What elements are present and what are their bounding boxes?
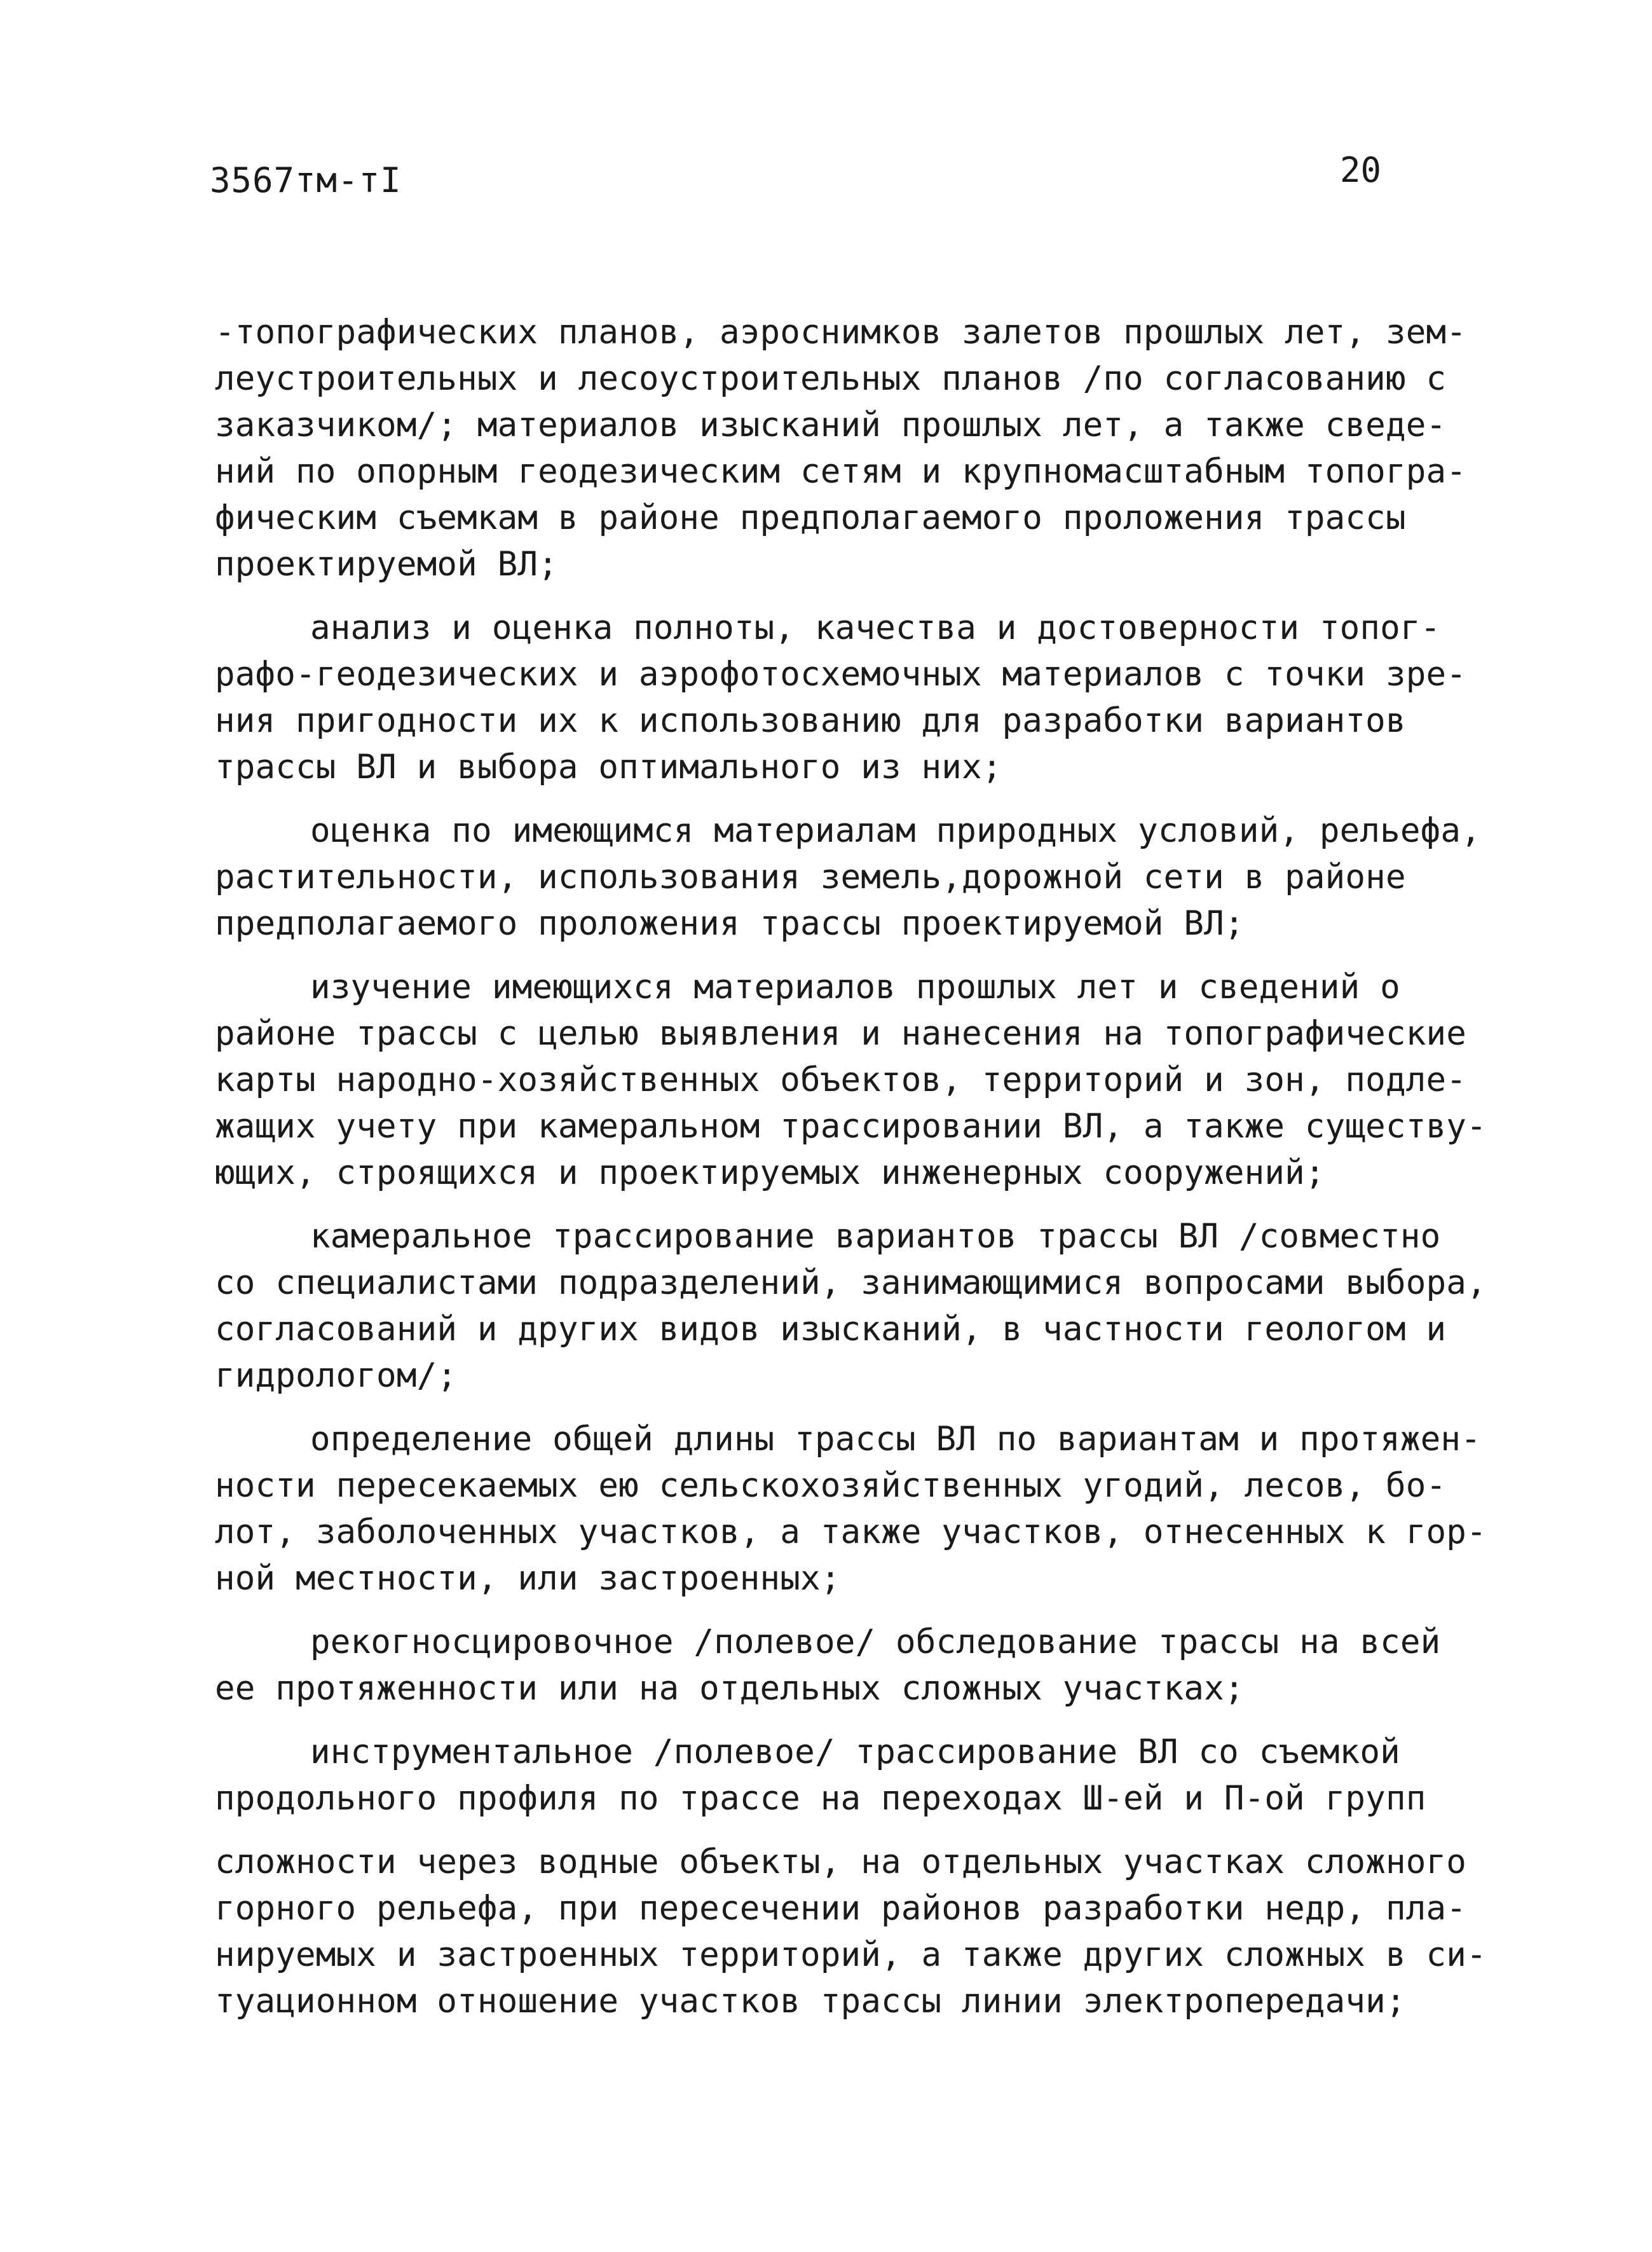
paragraph-study-materials xyxy=(215,964,1487,1196)
text-line: проектируемой ВЛ; xyxy=(215,545,558,584)
text-line: согласований и других видов изысканий, в частности геологом и xyxy=(215,1310,1447,1349)
text-line: камеральное трассирование вариантов трассы ВЛ /совместно xyxy=(310,1217,1441,1256)
text-line: -топографических планов, аэроснимков залетов прошлых лет, зем- xyxy=(215,313,1466,352)
text-line: заказчиком/; материалов изысканий прошлых лет, а также сведе- xyxy=(215,406,1447,444)
text-line: рекогносцировочное /полевое/ обследование трассы на всей xyxy=(310,1623,1441,1661)
text-line: ния пригодности их к использованию для разработки вариантов xyxy=(215,701,1406,740)
text-line: растительности, использования земель,дорожной сети в районе xyxy=(215,858,1406,896)
text-line: карты народно-хозяйственных объектов, территорий и зон, подле- xyxy=(215,1061,1466,1099)
text-line: продольного профиля по трассе на переходах Ш-ей и П-ой групп xyxy=(215,1779,1426,1818)
paragraph-natural-conditions xyxy=(215,807,1481,947)
text-line: предполагаемого проложения трассы проектируемой ВЛ; xyxy=(215,904,1245,943)
text-line: ной местности, или застроенных; xyxy=(215,1559,841,1598)
paragraph-analysis xyxy=(215,605,1466,790)
paragraph-reconnaissance xyxy=(215,1619,1448,1712)
body-text xyxy=(215,309,1487,2024)
text-line: фическим съемкам в районе предполагаемого проложения трассы xyxy=(215,498,1406,537)
paragraph-route-length xyxy=(215,1416,1487,1602)
paragraph-field-routing xyxy=(215,1729,1448,1822)
text-line: районе трассы с целью выявления и нанесения на топографические xyxy=(215,1014,1466,1053)
text-line: оценка по имеющимся материалам природных условий, рельефа, xyxy=(310,811,1481,850)
text-line: ющих, строящихся и проектируемых инженерных сооружений; xyxy=(215,1153,1325,1192)
text-line: инструментальное /полевое/ трассирование ВЛ со съемкой xyxy=(310,1733,1400,1771)
text-line: изучение имеющихся материалов прошлых лет и сведений о xyxy=(310,968,1400,1006)
paragraph-field-routing-continued xyxy=(215,1839,1487,2024)
text-line: ний по опорным геодезическим сетям и крупномасштабным топогра- xyxy=(215,452,1466,491)
text-line: ее протяженности или на отдельных сложных участках; xyxy=(215,1669,1245,1708)
text-line: со специалистами подразделений, занимающимися вопросами выбора, xyxy=(215,1263,1487,1302)
text-line: определение общей длины трассы ВЛ по вариантам и протяжен- xyxy=(310,1420,1481,1459)
text-line: трассы ВЛ и выбора оптимального из них; xyxy=(215,748,1002,786)
paragraph-sources xyxy=(215,309,1466,587)
page-number: 20 xyxy=(1340,150,1382,190)
paragraph-desk-routing xyxy=(215,1213,1487,1399)
text-line: анализ и оценка полноты, качества и достоверности топог- xyxy=(310,608,1441,647)
text-line: туационном отношение участков трассы линии электропередачи; xyxy=(215,1982,1406,2021)
text-line: горного рельефа, при пересечении районов разработки недр, пла- xyxy=(215,1889,1466,1928)
text-line: сложности через водные объекты, на отдельных участках сложного xyxy=(215,1843,1466,1881)
document-code: 3567тм-тI xyxy=(210,160,402,200)
text-line: леустроительных и лесоустроительных планов /по согласованию с xyxy=(215,359,1447,398)
text-line: жащих учету при камеральном трассировании ВЛ, а также существу- xyxy=(215,1107,1487,1146)
text-line: гидрологом/; xyxy=(215,1356,458,1395)
text-line: лот, заболоченных участков, а также участков, отнесенных к гор- xyxy=(215,1513,1487,1551)
text-line: рафо-геодезических и аэрофотосхемочных материалов с точки зре- xyxy=(215,655,1466,694)
text-line: нируемых и застроенных территорий, а также других сложных в си- xyxy=(215,1935,1487,1974)
text-line: ности пересекаемых ею сельскохозяйственных угодий, лесов, бо- xyxy=(215,1466,1447,1505)
